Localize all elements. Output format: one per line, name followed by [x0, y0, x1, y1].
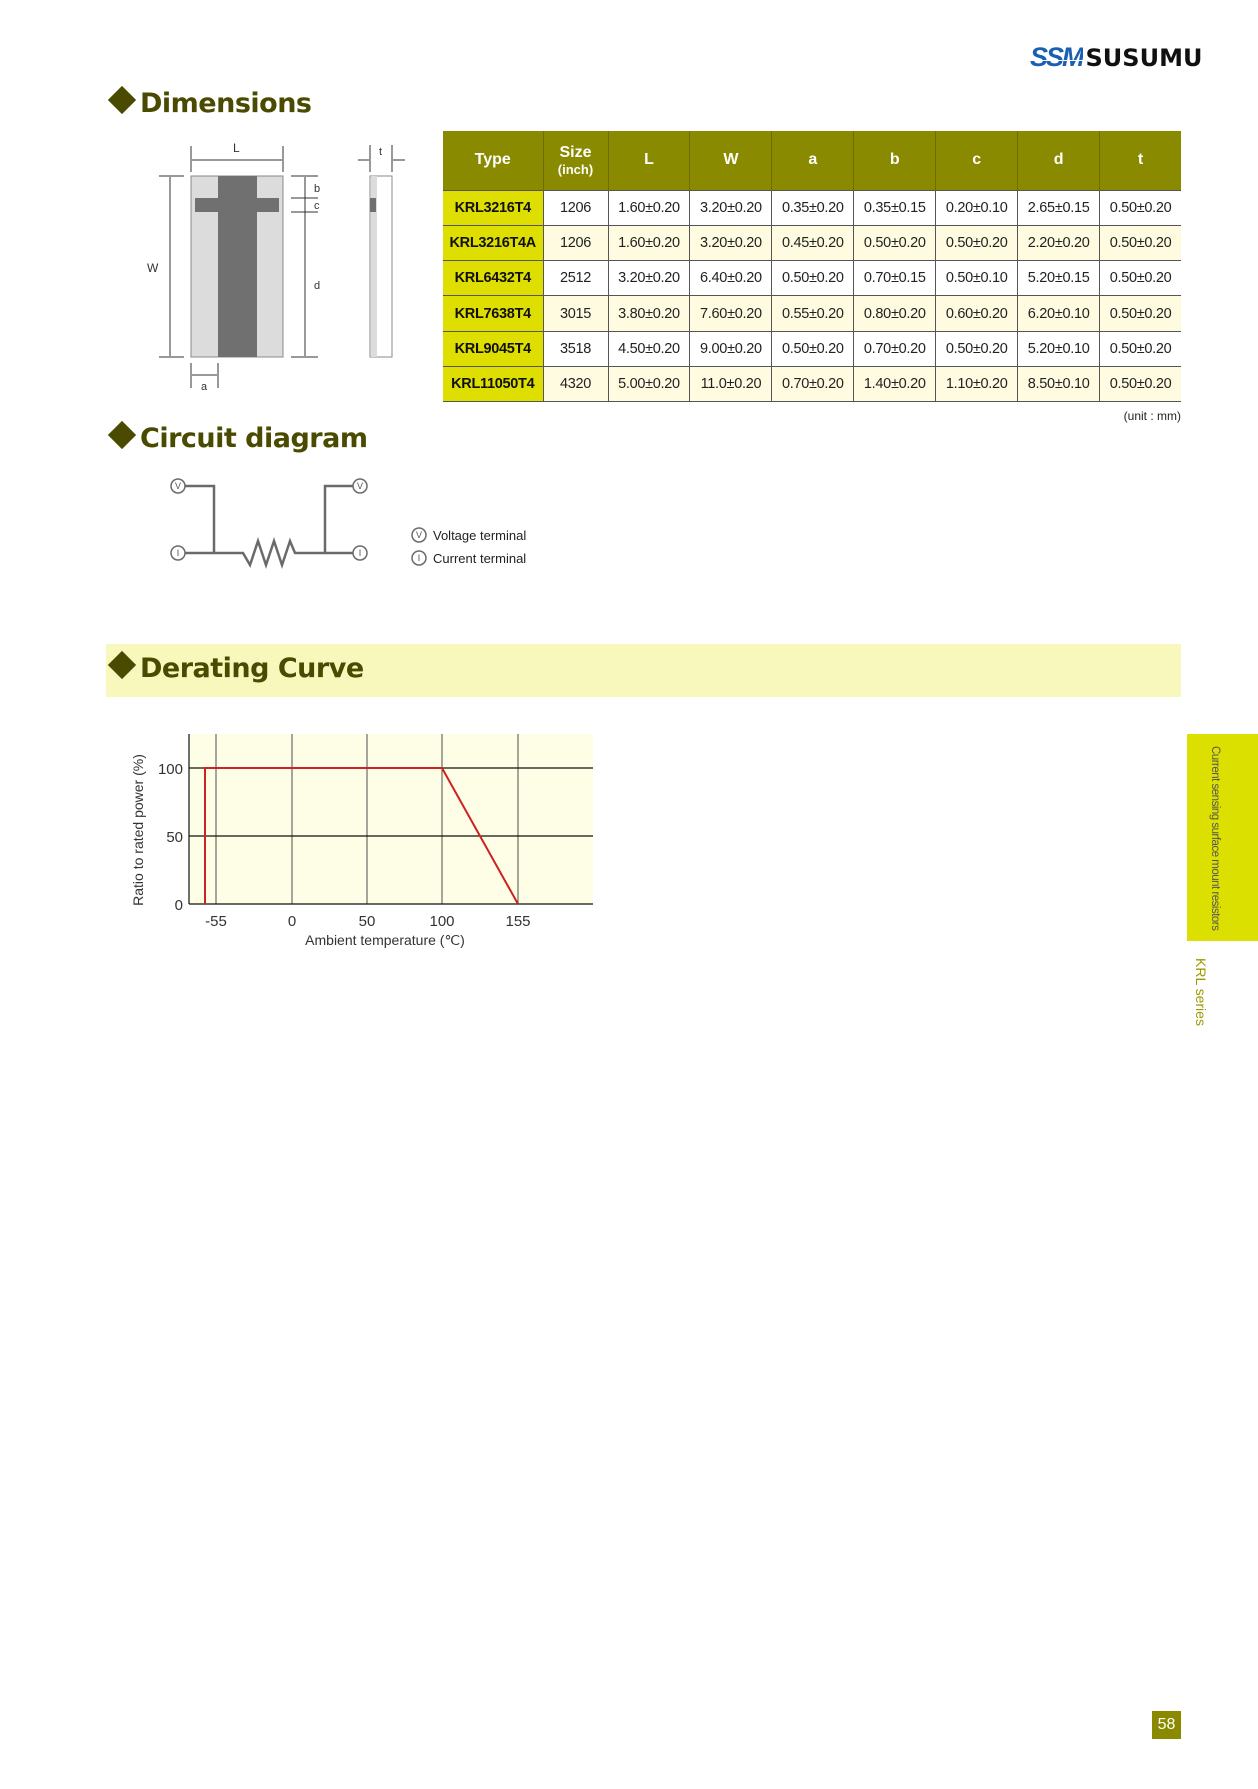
page-number: 58	[1152, 1711, 1181, 1739]
value-cell: 2.20±0.20	[1018, 225, 1100, 260]
circuit-heading: Circuit diagram	[106, 423, 367, 454]
label-L: L	[233, 141, 240, 155]
col-c: c	[936, 131, 1018, 190]
x-axis-label: Ambient temperature (℃)	[305, 932, 465, 948]
unit-note: (unit : mm)	[1123, 409, 1181, 423]
value-cell: 0.55±0.20	[772, 296, 854, 331]
value-cell: 3518	[543, 331, 608, 366]
value-cell: 11.0±0.20	[690, 366, 772, 401]
value-cell: 1.60±0.20	[608, 190, 690, 225]
value-cell: 0.50±0.20	[1100, 296, 1181, 331]
value-cell: 4320	[543, 366, 608, 401]
y-axis-label: Ratio to rated power (%)	[130, 754, 146, 906]
side-tab	[1187, 734, 1258, 941]
value-cell: 1206	[543, 190, 608, 225]
value-cell: 0.50±0.20	[772, 261, 854, 296]
type-cell: KRL9045T4	[443, 331, 543, 366]
value-cell: 3.20±0.20	[608, 261, 690, 296]
value-cell: 3.20±0.20	[690, 190, 772, 225]
current-terminal-icon: I	[358, 548, 362, 558]
type-cell: KRL3216T4A	[443, 225, 543, 260]
value-cell: 3.20±0.20	[690, 225, 772, 260]
col-size: Size (inch)	[543, 131, 608, 190]
susumu-logo	[1030, 42, 1202, 73]
type-cell: KRL7638T4	[443, 296, 543, 331]
col-t: t	[1100, 131, 1181, 190]
value-cell: 0.50±0.20	[854, 225, 936, 260]
value-cell: 2.65±0.15	[1018, 190, 1100, 225]
value-cell: 4.50±0.20	[608, 331, 690, 366]
side-tab-category: Current sensing surface mount resistors	[1209, 746, 1221, 931]
value-cell: 2512	[543, 261, 608, 296]
voltage-terminal-icon: V	[356, 481, 364, 491]
value-cell: 0.50±0.20	[1100, 261, 1181, 296]
value-cell: 0.70±0.20	[854, 331, 936, 366]
value-cell: 0.45±0.20	[772, 225, 854, 260]
type-cell: KRL3216T4	[443, 190, 543, 225]
side-series-label: KRL series	[1193, 958, 1209, 1026]
x-tick-label: 50	[358, 913, 376, 930]
value-cell: 0.80±0.20	[854, 296, 936, 331]
x-tick-label: 0	[287, 913, 297, 930]
value-cell: 9.00±0.20	[690, 331, 772, 366]
x-tick-label: 100	[429, 913, 455, 930]
value-cell: 5.00±0.20	[608, 366, 690, 401]
value-cell: 1.60±0.20	[608, 225, 690, 260]
value-cell: 3015	[543, 296, 608, 331]
col-type: Type	[443, 131, 543, 190]
value-cell: 0.35±0.20	[772, 190, 854, 225]
value-cell: 1.40±0.20	[854, 366, 936, 401]
value-cell: 0.35±0.15	[854, 190, 936, 225]
value-cell: 0.20±0.10	[936, 190, 1018, 225]
col-W: W	[690, 131, 772, 190]
value-cell: 5.20±0.10	[1018, 331, 1100, 366]
value-cell: 0.50±0.20	[772, 331, 854, 366]
legend-voltage-label: Voltage terminal	[433, 528, 527, 543]
legend-current-icon: I	[417, 553, 421, 563]
x-tick-label: -55	[205, 913, 227, 930]
value-cell: 6.20±0.10	[1018, 296, 1100, 331]
value-cell: 0.50±0.20	[1100, 225, 1181, 260]
value-cell: 1206	[543, 225, 608, 260]
value-cell: 7.60±0.20	[690, 296, 772, 331]
value-cell: 0.50±0.20	[1100, 366, 1181, 401]
col-L: L	[608, 131, 690, 190]
value-cell: 0.50±0.20	[936, 331, 1018, 366]
legend-voltage-icon: V	[415, 530, 423, 540]
value-cell: 5.20±0.15	[1018, 261, 1100, 296]
label-t: t	[379, 146, 383, 158]
value-cell: 1.10±0.20	[936, 366, 1018, 401]
col-b: b	[854, 131, 936, 190]
derating-chart	[0, 0, 620, 960]
label-W: W	[147, 261, 159, 275]
label-d: d	[314, 280, 321, 292]
dimensions-heading: Dimensions	[106, 88, 312, 119]
label-a: a	[201, 381, 208, 393]
value-cell: 0.50±0.10	[936, 261, 1018, 296]
value-cell: 6.40±0.20	[690, 261, 772, 296]
logo-mark: SSM	[1030, 42, 1083, 72]
y-tick-label: 50	[166, 829, 183, 846]
col-a: a	[772, 131, 854, 190]
label-b: b	[314, 183, 321, 195]
voltage-terminal-icon: V	[174, 481, 182, 491]
col-d: d	[1018, 131, 1100, 190]
value-cell: 0.50±0.20	[936, 225, 1018, 260]
value-cell: 0.50±0.20	[1100, 331, 1181, 366]
label-c: c	[314, 200, 320, 212]
value-cell: 3.80±0.20	[608, 296, 690, 331]
value-cell: 0.70±0.15	[854, 261, 936, 296]
type-cell: KRL6432T4	[443, 261, 543, 296]
value-cell: 8.50±0.10	[1018, 366, 1100, 401]
value-cell: 0.70±0.20	[772, 366, 854, 401]
logo-text: SUSUMU	[1085, 43, 1203, 72]
value-cell: 0.60±0.20	[936, 296, 1018, 331]
y-tick-label: 100	[157, 761, 183, 778]
plot-area	[189, 734, 593, 904]
current-terminal-icon: I	[176, 548, 180, 558]
y-tick-label: 0	[174, 897, 183, 914]
legend-current-label: Current terminal	[433, 551, 527, 566]
type-cell: KRL11050T4	[443, 366, 543, 401]
x-tick-label: 155	[505, 913, 531, 930]
value-cell: 0.50±0.20	[1100, 190, 1181, 225]
derating-heading: Derating Curve	[106, 653, 364, 684]
